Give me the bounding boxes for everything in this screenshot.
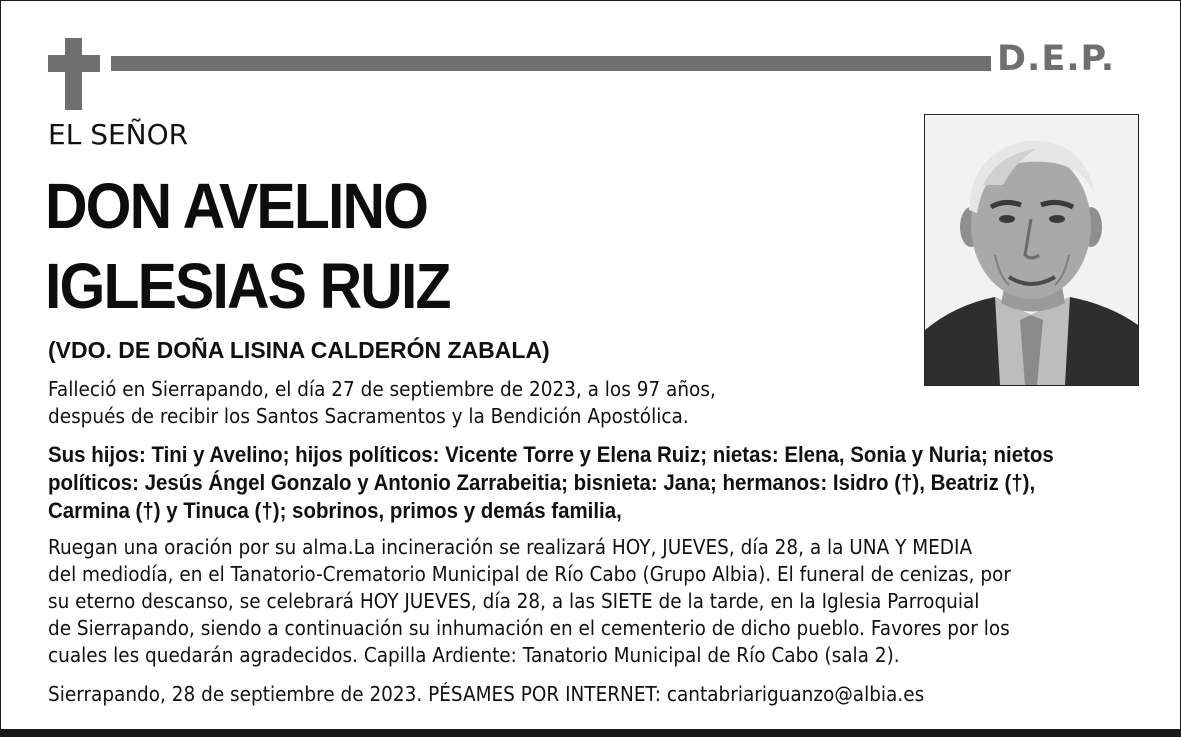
death-line: Falleció en Sierrapando, el día 27 de septiembre de 2023, a los 97 años,	[48, 377, 716, 401]
service-line: de Sierrapando, siendo a continuación su inhumación en el cementerio de dicho pueblo. Favores por los	[48, 616, 1010, 640]
service-line: Ruegan una oración por su alma.La incineración se realizará HOY, JUEVES, día 28, a la UNA Y MEDIA	[48, 535, 973, 559]
family-line: políticos: Jesús Ángel Gonzalo y Antonio Zarrabeitia; bisnieta: Jana; hermanos: Isidro (†), Beatriz (†),	[48, 470, 1036, 495]
portrait-photo-icon	[924, 114, 1139, 386]
family-line: Carmina (†) y Tinuca (†); sobrinos, primos y demás familia,	[48, 498, 622, 523]
footer-line: Sierrapando, 28 de septiembre de 2023. PÉSAMES POR INTERNET: cantabriariguanzo@albia.es	[48, 682, 925, 706]
dep-heading: D.E.P.	[997, 39, 1116, 79]
cross-vertical-bar	[65, 38, 82, 110]
service-line: del mediodía, en el Tanatorio-Crematorio Municipal de Río Cabo (Grupo Albia). El funeral de cenizas, por	[48, 562, 1011, 586]
header-rule	[111, 56, 991, 71]
death-line: después de recibir los Santos Sacramentos y la Bendición Apostólica.	[48, 404, 689, 428]
cross-horizontal-bar	[48, 55, 100, 72]
deceased-name-line-1: DON AVELINO	[45, 170, 428, 242]
honorific: EL SEÑOR	[48, 118, 189, 151]
family-line: Sus hijos: Tini y Avelino; hijos políticos: Vicente Torre y Elena Ruiz; nietas: Elena, Sonia y Nuria; nietos	[48, 442, 1054, 467]
deceased-name-line-2: IGLESIAS RUIZ	[45, 250, 450, 322]
widower-line: (VDO. DE DOÑA LISINA CALDERÓN ZABALA)	[48, 337, 550, 363]
portrait-illustration	[925, 115, 1138, 385]
service-line: cuales les quedarán agradecidos. Capilla Ardiente: Tanatorio Municipal de Río Cabo (sala 2).	[48, 643, 900, 667]
service-line: su eterno descanso, se celebrará HOY JUEVES, día 28, a las SIETE de la tarde, en la Iglesia Parroquial	[48, 589, 980, 613]
